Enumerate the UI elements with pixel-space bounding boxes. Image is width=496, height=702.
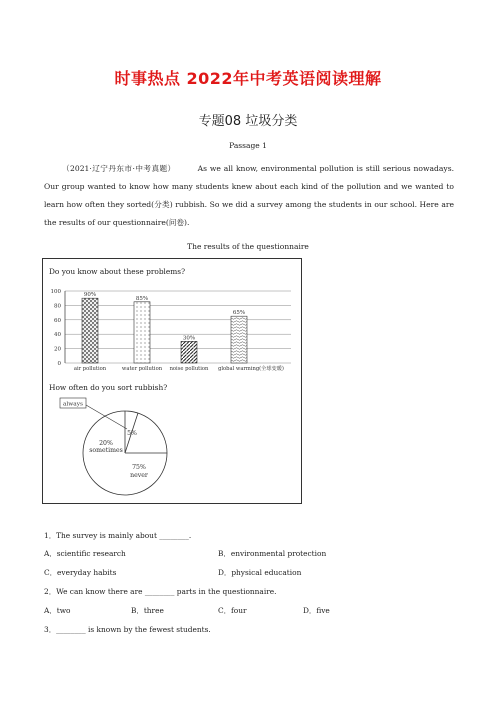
- bar-fill: [181, 341, 197, 363]
- pie-slice-sometimes-percent: 20%: [99, 440, 113, 447]
- question-2-option-d[interactable]: D．five: [303, 606, 330, 615]
- question-2-stem: 2．We can know there are ________ parts in the questionnaire.: [44, 587, 277, 596]
- pie-slice-never-percent: 75%: [132, 464, 146, 471]
- question-1-option-d[interactable]: D．physical education: [218, 568, 302, 577]
- topic-title: 专题08 垃圾分类: [198, 114, 298, 129]
- question-1-stem: 1．The survey is mainly about ________.: [44, 531, 192, 540]
- x-category-label: air pollution: [73, 366, 107, 372]
- bar-value-label: 65%: [232, 310, 246, 317]
- passage-label: Passage 1: [229, 141, 267, 150]
- x-category-label: water pollution: [121, 366, 163, 372]
- question-1-option-a[interactable]: A．scientific research: [44, 549, 126, 558]
- pie-chart: [43, 395, 301, 503]
- pie-slice-never-label: never: [130, 472, 148, 479]
- pie-slice-sometimes-label: sometimes: [89, 447, 123, 454]
- y-tick-label: 80: [54, 303, 61, 310]
- bar-fill: [134, 302, 150, 363]
- y-tick-label: 40: [54, 332, 61, 339]
- pie-chart-question: How often do you sort rubbish?: [49, 383, 168, 392]
- question-2-option-b[interactable]: B．three: [131, 606, 164, 615]
- question-2-option-c[interactable]: C．four: [218, 606, 247, 615]
- x-category-label: global warming(全球变暖): [218, 366, 284, 372]
- y-tick-label: 20: [54, 346, 61, 353]
- pie-slice-always-label: always: [63, 401, 83, 408]
- bar-value-label: 90%: [83, 292, 97, 299]
- question-3-stem: 3．________ is known by the fewest students.: [44, 625, 211, 634]
- bar-fill: [231, 316, 247, 363]
- bar-chart-question: Do you know about these problems?: [49, 267, 186, 276]
- bar-value-label: 30%: [182, 335, 196, 342]
- y-tick-label: 60: [54, 317, 61, 324]
- question-1-option-c[interactable]: C．everyday habits: [44, 568, 117, 577]
- intro-text: As we all know, environmental pollution is still serious nowadays. Our group wanted to know how many students knew about each kind of the pollution and we wanted to learn how often they sorted(分类) rubbish. So we did a survey among the students in our school. Here are the results of our questionnaire(问卷).: [44, 164, 454, 227]
- bar-chart: [43, 281, 301, 381]
- source-note: （2021·辽宁丹东市·中考真题）: [62, 164, 176, 173]
- x-category-label: noise pollution: [169, 366, 209, 372]
- question-2-option-a[interactable]: A．two: [44, 606, 71, 615]
- intro-paragraph: [44, 160, 454, 232]
- pie-slice-always-percent: 5%: [127, 430, 137, 437]
- bar-fill: [82, 298, 98, 363]
- questionnaire-figure: [42, 258, 302, 504]
- y-tick-label: 0: [57, 361, 61, 367]
- figure-caption: The results of the questionnaire: [187, 242, 309, 251]
- question-1-option-b[interactable]: B．environmental protection: [218, 549, 327, 558]
- document-title: 时事热点 2022年中考英语阅读理解: [114, 69, 382, 88]
- y-tick-label: 100: [50, 289, 61, 295]
- bar-value-label: 85%: [135, 295, 149, 302]
